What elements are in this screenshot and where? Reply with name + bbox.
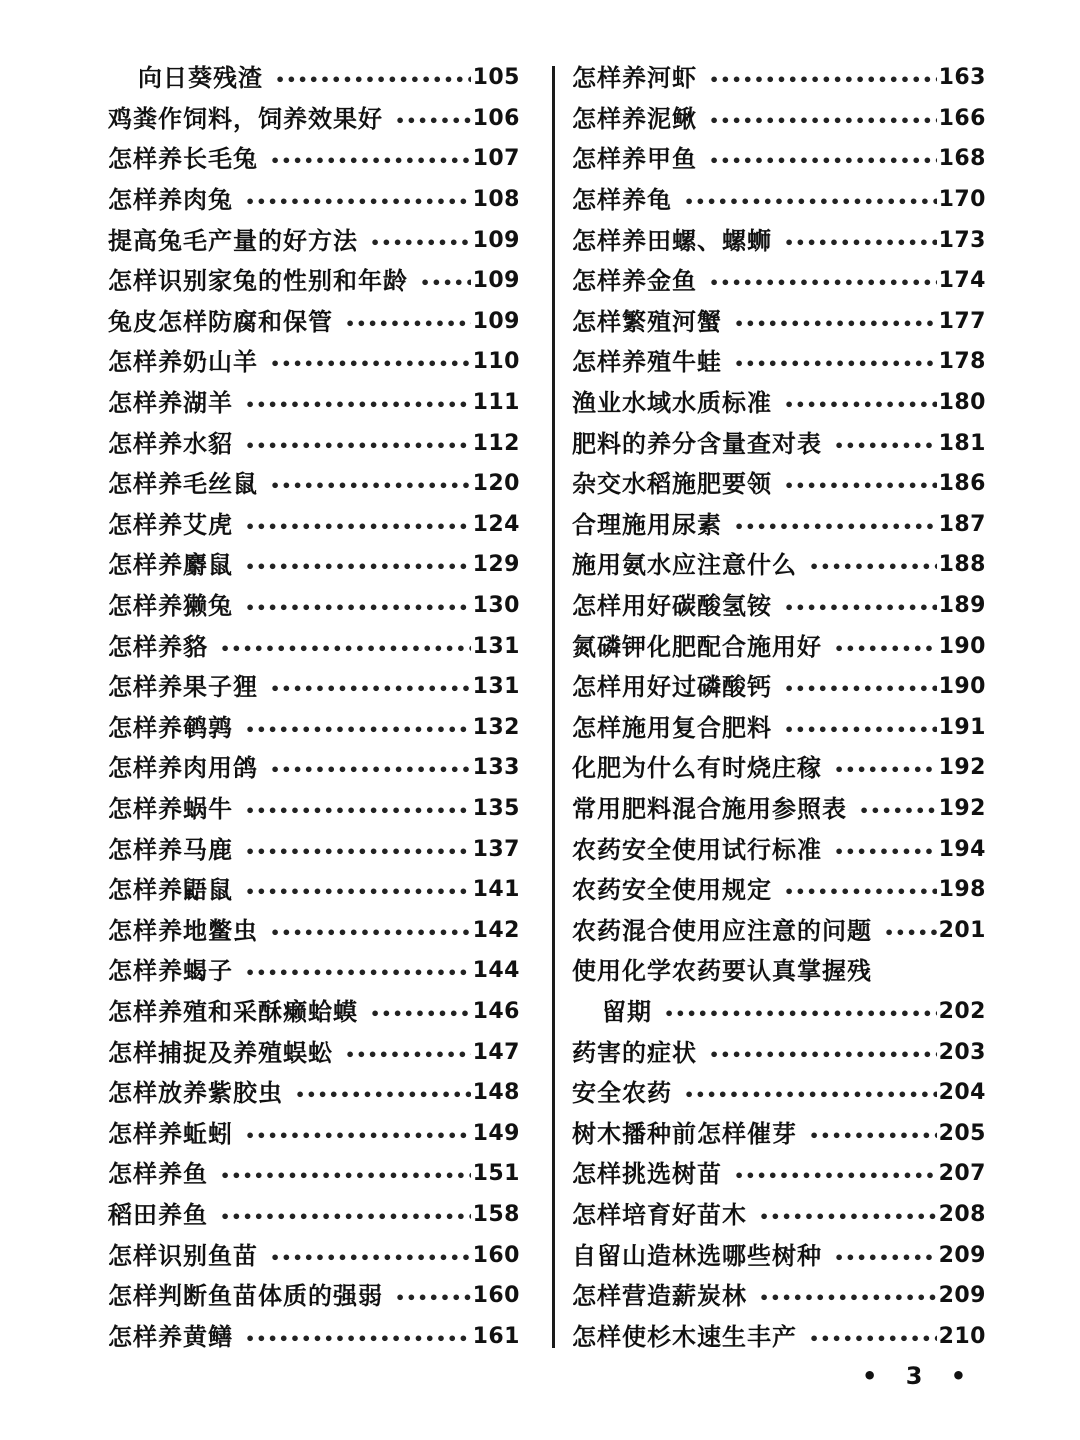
toc-entry-page: 163 <box>938 65 986 91</box>
toc-entry-page: 202 <box>938 998 986 1024</box>
toc-entry-page: 109 <box>472 227 520 253</box>
dot-leader <box>245 832 471 872</box>
toc-entry[interactable] <box>572 505 986 546</box>
toc-entry-title: 怎样养龟 <box>572 185 672 215</box>
toc-entry-title: 施用氨水应注意什么 <box>572 550 797 580</box>
toc-entry[interactable] <box>108 708 520 749</box>
toc-entry-page: 110 <box>472 349 520 375</box>
toc-entry-page: 142 <box>472 917 520 943</box>
toc-entry-page: 173 <box>938 227 986 253</box>
toc-entry-page: 129 <box>472 552 520 578</box>
toc-entry[interactable] <box>572 58 986 99</box>
toc-entry-title: 怎样养獭兔 <box>108 591 233 621</box>
toc-entry-page: 208 <box>938 1201 986 1227</box>
toc-entry[interactable] <box>572 626 986 667</box>
toc-entry[interactable] <box>108 383 520 424</box>
dot-leader <box>245 547 471 587</box>
toc-entry[interactable] <box>108 464 520 505</box>
toc-entry-title: 怎样养地鳖虫 <box>108 915 258 945</box>
toc-entry[interactable] <box>572 220 986 261</box>
dot-leader <box>295 1075 471 1115</box>
toc-entry-page: 203 <box>938 1039 986 1065</box>
toc-entry-title: 怎样使杉木速生丰产 <box>572 1321 797 1351</box>
toc-entry[interactable] <box>572 302 986 343</box>
toc-entry[interactable] <box>108 1073 520 1114</box>
toc-entry-page: 192 <box>938 755 986 781</box>
toc-entry-page: 170 <box>938 187 986 213</box>
toc-entry-title: 怎样养殖牛蛙 <box>572 347 722 377</box>
toc-entry[interactable] <box>572 180 986 221</box>
toc-entry-page: 107 <box>472 146 520 172</box>
toc-entry[interactable] <box>108 789 520 830</box>
dot-leader <box>245 1319 471 1359</box>
dot-leader <box>709 60 937 100</box>
toc-entry-title: 怎样养肉用鸽 <box>108 753 258 783</box>
dot-leader <box>709 1035 937 1075</box>
dot-leader <box>245 385 471 425</box>
toc-entry-page: 192 <box>938 795 986 821</box>
page-number: • 3 • <box>862 1362 977 1390</box>
toc-entry[interactable] <box>108 1235 520 1276</box>
dot-leader <box>809 1116 937 1156</box>
toc-entry-page: 194 <box>938 836 986 862</box>
dot-leader <box>834 832 937 872</box>
toc-entry-title: 怎样养殖和采酥癞蛤蟆 <box>108 996 358 1026</box>
toc-entry-page: 141 <box>472 877 520 903</box>
toc-entry-title: 怎样养貉 <box>108 631 208 661</box>
toc-entry[interactable] <box>572 1235 986 1276</box>
toc-entry-page: 204 <box>938 1080 986 1106</box>
toc-right-column <box>572 58 986 1357</box>
toc-entry-page: 191 <box>938 714 986 740</box>
toc-entry-title: 怎样判断鱼苗体质的强弱 <box>108 1281 383 1311</box>
toc-entry[interactable] <box>572 708 986 749</box>
toc-entry-title: 怎样施用复合肥料 <box>572 712 772 742</box>
toc-entry[interactable] <box>108 342 520 383</box>
toc-entry[interactable] <box>572 464 986 505</box>
toc-entry-title: 怎样养田螺、螺蛳 <box>572 225 772 255</box>
dot-leader <box>784 872 937 912</box>
toc-entry-title: 兔皮怎样防腐和保管 <box>108 306 333 336</box>
toc-entry-page: 149 <box>472 1120 520 1146</box>
dot-leader <box>275 60 471 100</box>
dot-leader <box>345 304 471 344</box>
dot-leader <box>245 588 471 628</box>
toc-entry-page: 190 <box>938 633 986 659</box>
dot-leader <box>734 344 937 384</box>
toc-entry[interactable] <box>108 1113 520 1154</box>
toc-entry-page: 135 <box>472 795 520 821</box>
toc-entry[interactable] <box>108 180 520 221</box>
toc-entry[interactable] <box>572 139 986 180</box>
toc-entry[interactable] <box>108 423 520 464</box>
toc-entry-title: 提高兔毛产量的好方法 <box>108 225 358 255</box>
toc-entry-page: 158 <box>472 1201 520 1227</box>
toc-entry[interactable] <box>572 383 986 424</box>
toc-entry-title: 怎样养马鹿 <box>108 834 233 864</box>
dot-leader <box>734 1156 937 1196</box>
toc-left-column <box>108 58 520 1357</box>
toc-entry-title: 怎样养毛丝鼠 <box>108 469 258 499</box>
dot-leader <box>270 344 471 384</box>
dot-leader <box>395 1278 471 1318</box>
toc-entry-page: 201 <box>938 917 986 943</box>
dot-leader <box>684 182 937 222</box>
dot-leader <box>370 994 471 1034</box>
toc-entry-title: 使用化学农药要认真掌握残 <box>572 956 872 986</box>
toc-entry-title: 药害的症状 <box>572 1037 697 1067</box>
toc-entry[interactable] <box>572 748 986 789</box>
toc-entry[interactable] <box>572 1154 986 1195</box>
toc-entry-page: 131 <box>472 633 520 659</box>
dot-leader <box>709 263 937 303</box>
toc-entry-title: 怎样养泥鳅 <box>572 103 697 133</box>
toc-entry-page: 178 <box>938 349 986 375</box>
toc-entry[interactable] <box>108 1276 520 1317</box>
dot-leader <box>270 141 471 181</box>
toc-entry-page: 151 <box>472 1161 520 1187</box>
toc-entry-page: 186 <box>938 471 986 497</box>
toc-entry[interactable] <box>572 423 986 464</box>
toc-entry[interactable] <box>572 870 986 911</box>
toc-entry-page: 112 <box>472 430 520 456</box>
toc-entry-title: 化肥为什么有时烧庄稼 <box>572 753 822 783</box>
toc-entry[interactable] <box>108 545 520 586</box>
toc-entry-page: 198 <box>938 877 986 903</box>
toc-entry[interactable] <box>108 748 520 789</box>
toc-entry-title: 怎样养河虾 <box>572 63 697 93</box>
toc-entry-page: 160 <box>472 1242 520 1268</box>
toc-entry-page: 108 <box>472 187 520 213</box>
toc-entry-page: 181 <box>938 430 986 456</box>
toc-entry[interactable] <box>108 910 520 951</box>
dot-leader <box>834 629 937 669</box>
toc-entry-title: 怎样养湖羊 <box>108 388 233 418</box>
toc-entry[interactable] <box>572 789 986 830</box>
toc-entry-page: 188 <box>938 552 986 578</box>
dot-leader <box>809 547 937 587</box>
toc-entry-page: 160 <box>472 1283 520 1309</box>
dot-leader <box>370 223 471 263</box>
toc-entry-title: 怎样养鹌鹑 <box>108 712 233 742</box>
toc-entry-title: 怎样养蚯蚓 <box>108 1118 233 1148</box>
toc-entry-title: 怎样营造薪炭林 <box>572 1281 747 1311</box>
toc-entry[interactable] <box>108 586 520 627</box>
toc-entry[interactable] <box>572 1316 986 1357</box>
toc-entry[interactable] <box>108 220 520 261</box>
toc-entry-title: 怎样养甲鱼 <box>572 144 697 174</box>
toc-entry[interactable] <box>108 992 520 1033</box>
dot-leader <box>734 304 937 344</box>
dot-leader <box>684 1075 937 1115</box>
dot-leader <box>345 1035 471 1075</box>
dot-leader <box>784 710 937 750</box>
toc-entry-page: 180 <box>938 390 986 416</box>
toc-entry-title: 怎样养长毛兔 <box>108 144 258 174</box>
dot-leader <box>834 1238 937 1278</box>
toc-entry[interactable] <box>572 951 986 992</box>
dot-leader <box>270 913 471 953</box>
toc-entry-page: 147 <box>472 1039 520 1065</box>
dot-leader <box>784 385 937 425</box>
dot-leader <box>245 791 471 831</box>
toc-entry[interactable] <box>572 992 986 1033</box>
toc-entry-title: 怎样养蝎子 <box>108 956 233 986</box>
toc-entry[interactable] <box>108 626 520 667</box>
toc-entry[interactable] <box>108 829 520 870</box>
toc-entry-page: 111 <box>472 390 520 416</box>
toc-entry-title: 怎样挑选树苗 <box>572 1159 722 1189</box>
dot-leader <box>709 101 937 141</box>
dot-leader <box>245 1116 471 1156</box>
toc-entry-page: 106 <box>472 105 520 131</box>
dot-leader <box>809 1319 937 1359</box>
toc-entry-title: 怎样捕捉及养殖蜈蚣 <box>108 1037 333 1067</box>
toc-entry-title: 怎样养金鱼 <box>572 266 697 296</box>
toc-entry[interactable] <box>572 99 986 140</box>
toc-entry[interactable] <box>108 302 520 343</box>
toc-entry-page: 166 <box>938 105 986 131</box>
dot-leader <box>270 1238 471 1278</box>
toc-entry-page: 131 <box>472 674 520 700</box>
toc-entry-page: 109 <box>472 268 520 294</box>
toc-entry-title: 怎样养鱼 <box>108 1159 208 1189</box>
toc-entry-page: 177 <box>938 308 986 334</box>
toc-entry-title: 杂交水稻施肥要领 <box>572 469 772 499</box>
dot-leader <box>220 1156 471 1196</box>
toc-entry-title: 怎样养蜗牛 <box>108 793 233 823</box>
toc-entry-title: 向日葵残渣 <box>138 63 263 93</box>
dot-leader <box>784 669 937 709</box>
dot-leader <box>245 426 471 466</box>
dot-leader <box>734 507 937 547</box>
toc-entry[interactable] <box>108 505 520 546</box>
dot-leader <box>420 263 471 303</box>
toc-entry-title: 农药安全使用试行标准 <box>572 834 822 864</box>
toc-entry[interactable] <box>108 1032 520 1073</box>
dot-leader <box>220 629 471 669</box>
dot-leader <box>784 466 937 506</box>
toc-entry-page: 109 <box>472 308 520 334</box>
toc-entry[interactable] <box>572 667 986 708</box>
toc-entry-title: 怎样繁殖河蟹 <box>572 306 722 336</box>
toc-entry[interactable] <box>108 1195 520 1236</box>
toc-entry-title: 鸡粪作饲料，饲养效果好 <box>108 103 383 133</box>
toc-entry-page: 210 <box>938 1323 986 1349</box>
dot-leader <box>245 182 471 222</box>
toc-entry-page: 207 <box>938 1161 986 1187</box>
toc-entry-page: 168 <box>938 146 986 172</box>
toc-entry-page: 137 <box>472 836 520 862</box>
dot-leader <box>245 953 471 993</box>
dot-leader <box>784 223 937 263</box>
toc-entry-title: 农药安全使用规定 <box>572 875 772 905</box>
toc-entry-page: 130 <box>472 593 520 619</box>
toc-entry-title: 肥料的养分含量查对表 <box>572 428 822 458</box>
toc-entry-title: 怎样养鼯鼠 <box>108 875 233 905</box>
toc-entry-page: 105 <box>472 65 520 91</box>
toc-entry-title: 怎样识别家兔的性别和年龄 <box>108 266 408 296</box>
toc-entry-page: 189 <box>938 593 986 619</box>
toc-entry-page: 209 <box>938 1242 986 1268</box>
toc-entry[interactable] <box>572 829 986 870</box>
toc-entry[interactable] <box>108 951 520 992</box>
toc-entry[interactable] <box>108 99 520 140</box>
dot-leader <box>245 710 471 750</box>
toc-entry-title: 氮磷钾化肥配合施用好 <box>572 631 822 661</box>
toc-entry[interactable] <box>572 1195 986 1236</box>
toc-entry-title: 怎样养水貂 <box>108 428 233 458</box>
toc-entry-title: 树木播种前怎样催芽 <box>572 1118 797 1148</box>
toc-entry-title: 安全农药 <box>572 1078 672 1108</box>
dot-leader <box>220 1197 471 1237</box>
toc-entry-page: 146 <box>472 998 520 1024</box>
toc-entry-title: 怎样养黄鳝 <box>108 1321 233 1351</box>
dot-leader <box>834 750 937 790</box>
toc-entry-title: 稻田养鱼 <box>108 1199 208 1229</box>
toc-entry-title: 怎样培育好苗木 <box>572 1199 747 1229</box>
toc-entry[interactable] <box>572 545 986 586</box>
dot-leader <box>759 1278 937 1318</box>
toc-entry[interactable] <box>572 586 986 627</box>
toc-entry-title: 怎样放养紫胶虫 <box>108 1078 283 1108</box>
toc-entry[interactable] <box>108 139 520 180</box>
toc-entry[interactable] <box>108 667 520 708</box>
dot-leader <box>270 466 471 506</box>
dot-leader <box>395 101 471 141</box>
dot-leader <box>270 750 471 790</box>
toc-entry-page: 174 <box>938 268 986 294</box>
toc-entry-title: 渔业水域水质标准 <box>572 388 772 418</box>
dot-leader <box>270 669 471 709</box>
toc-entry-title: 怎样用好过磷酸钙 <box>572 672 772 702</box>
toc-entry[interactable] <box>572 1276 986 1317</box>
dot-leader <box>245 872 471 912</box>
dot-leader <box>784 588 937 628</box>
dot-leader <box>664 994 937 1034</box>
toc-entry[interactable] <box>108 261 520 302</box>
toc-entry-title: 农药混合使用应注意的问题 <box>572 915 872 945</box>
toc-entry-title: 怎样养肉兔 <box>108 185 233 215</box>
dot-leader <box>245 507 471 547</box>
dot-leader <box>859 791 937 831</box>
toc-entry-page: 209 <box>938 1283 986 1309</box>
toc-entry[interactable] <box>108 58 520 99</box>
toc-entry-page: 205 <box>938 1120 986 1146</box>
toc-entry[interactable] <box>108 1316 520 1357</box>
toc-entry[interactable] <box>572 1113 986 1154</box>
toc-entry[interactable] <box>572 261 986 302</box>
toc-entry-page: 120 <box>472 471 520 497</box>
toc-entry-page: 133 <box>472 755 520 781</box>
toc-entry-title: 怎样用好碳酸氢铵 <box>572 591 772 621</box>
toc-entry[interactable] <box>572 1073 986 1114</box>
toc-entry-page: 124 <box>472 511 520 537</box>
toc-entry-title: 怎样养果子狸 <box>108 672 258 702</box>
toc-entry-title: 怎样养艾虎 <box>108 509 233 539</box>
toc-entry-page: 190 <box>938 674 986 700</box>
toc-entry[interactable] <box>108 870 520 911</box>
toc-entry-title: 常用肥料混合施用参照表 <box>572 793 847 823</box>
toc-entry-title: 怎样识别鱼苗 <box>108 1240 258 1270</box>
toc-entry[interactable] <box>572 1032 986 1073</box>
toc-entry[interactable] <box>572 910 986 951</box>
dot-leader <box>884 913 937 953</box>
toc-entry[interactable] <box>572 342 986 383</box>
toc-entry-page: 148 <box>472 1080 520 1106</box>
dot-leader <box>834 426 937 466</box>
toc-entry-title: 怎样养奶山羊 <box>108 347 258 377</box>
toc-entry-page: 144 <box>472 958 520 984</box>
toc-entry-page: 132 <box>472 714 520 740</box>
toc-entry-page: 187 <box>938 511 986 537</box>
toc-entry-title: 自留山造林选哪些树种 <box>572 1240 822 1270</box>
dot-leader <box>709 141 937 181</box>
toc-entry-title: 留期 <box>602 996 652 1026</box>
column-divider <box>552 66 555 1348</box>
toc-entry-title: 怎样养麝鼠 <box>108 550 233 580</box>
toc-entry[interactable] <box>108 1154 520 1195</box>
toc-entry-page: 161 <box>472 1323 520 1349</box>
dot-leader <box>759 1197 937 1237</box>
toc-entry-title: 合理施用尿素 <box>572 509 722 539</box>
